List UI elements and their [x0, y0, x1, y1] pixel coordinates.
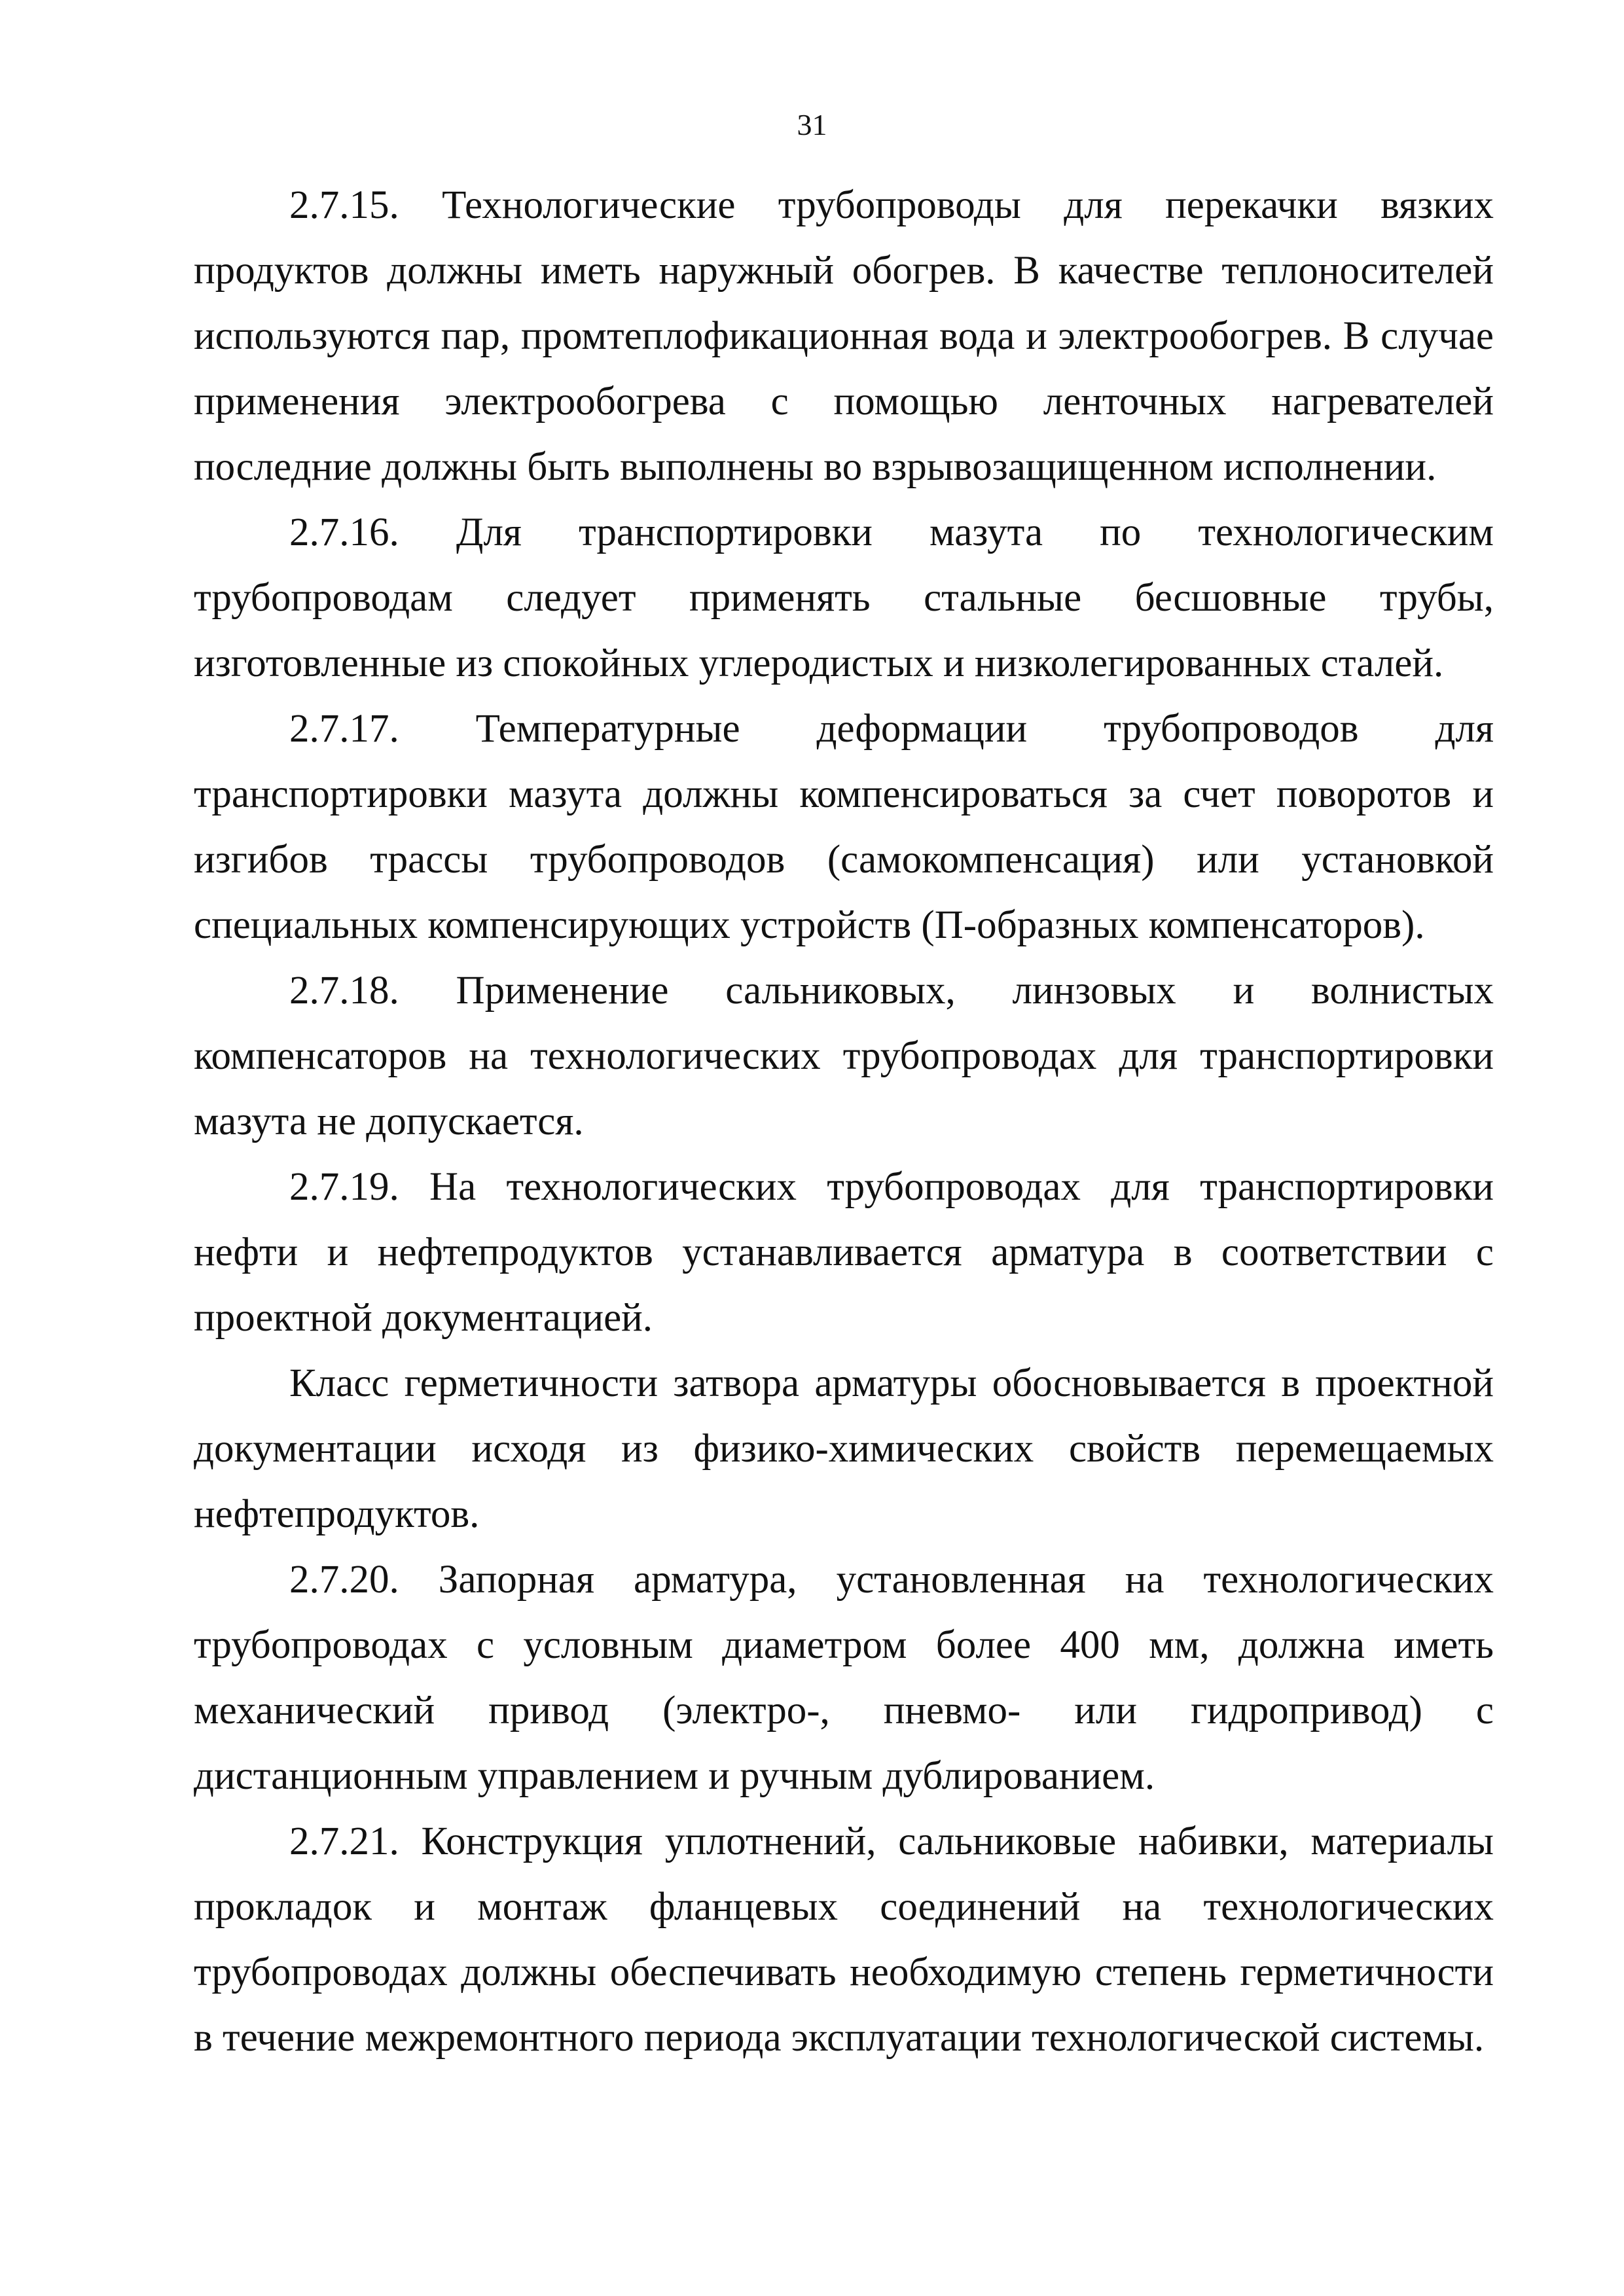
page-number: 31 [797, 108, 827, 141]
paragraph-2-7-18: 2.7.18. Применение сальниковых, линзовых и волнистых компенсаторов на технологических трубопроводах для транспортировки мазута не допускается. [194, 969, 1494, 1143]
body-text [194, 173, 1494, 2071]
paragraph-2-7-20: 2.7.20. Запорная арматура, установленная на технологических трубопроводах с условным диаметром более 400 мм, должна иметь механический привод (электро-, пневмо- или гидропривод) с дистанционным управлением и ручным дублированием. [194, 1558, 1494, 1798]
paragraph-2-7-19: 2.7.19. На технологических трубопроводах для транспортировки нефти и нефтепродуктов устанавливается арматура в соответствии с проектной документацией. [194, 1165, 1494, 1340]
paragraph-tightness-class: Класс герметичности затвора арматуры обосновывается в проектной документации исходя из физико-химических свойств перемещаемых нефтепродуктов. [194, 1361, 1494, 1536]
paragraph-2-7-21: 2.7.21. Конструкция уплотнений, сальниковые набивки, материалы прокладок и монтаж фланцевых соединений на технологических трубопроводах должны обеспечивать необходимую степень герметичности в течение межремонтного периода эксплуатации технологической системы. [194, 1820, 1494, 2060]
paragraph-2-7-15: 2.7.15. Технологические трубопроводы для перекачки вязких продуктов должны иметь наружный обогрев. В качестве теплоносителей используются пар, промтеплофикационная вода и электрообогрев. В случае применения электрообогрева с помощью ленточных нагревателей последние должны быть выполнены во взрывозащищенном исполнении. [194, 183, 1494, 489]
paragraph-2-7-16: 2.7.16. Для транспортировки мазута по технологическим трубопроводам следует применять стальные бесшовные трубы, изготовленные из спокойных углеродистых и низколегированных сталей. [194, 511, 1494, 685]
paragraph-2-7-17: 2.7.17. Температурные деформации трубопроводов для транспортировки мазута должны компенсироваться за счет поворотов и изгибов трассы трубопроводов (самокомпенсация) или установкой специальных компенсирующих устройств (П-образных компенсаторов). [194, 707, 1494, 947]
